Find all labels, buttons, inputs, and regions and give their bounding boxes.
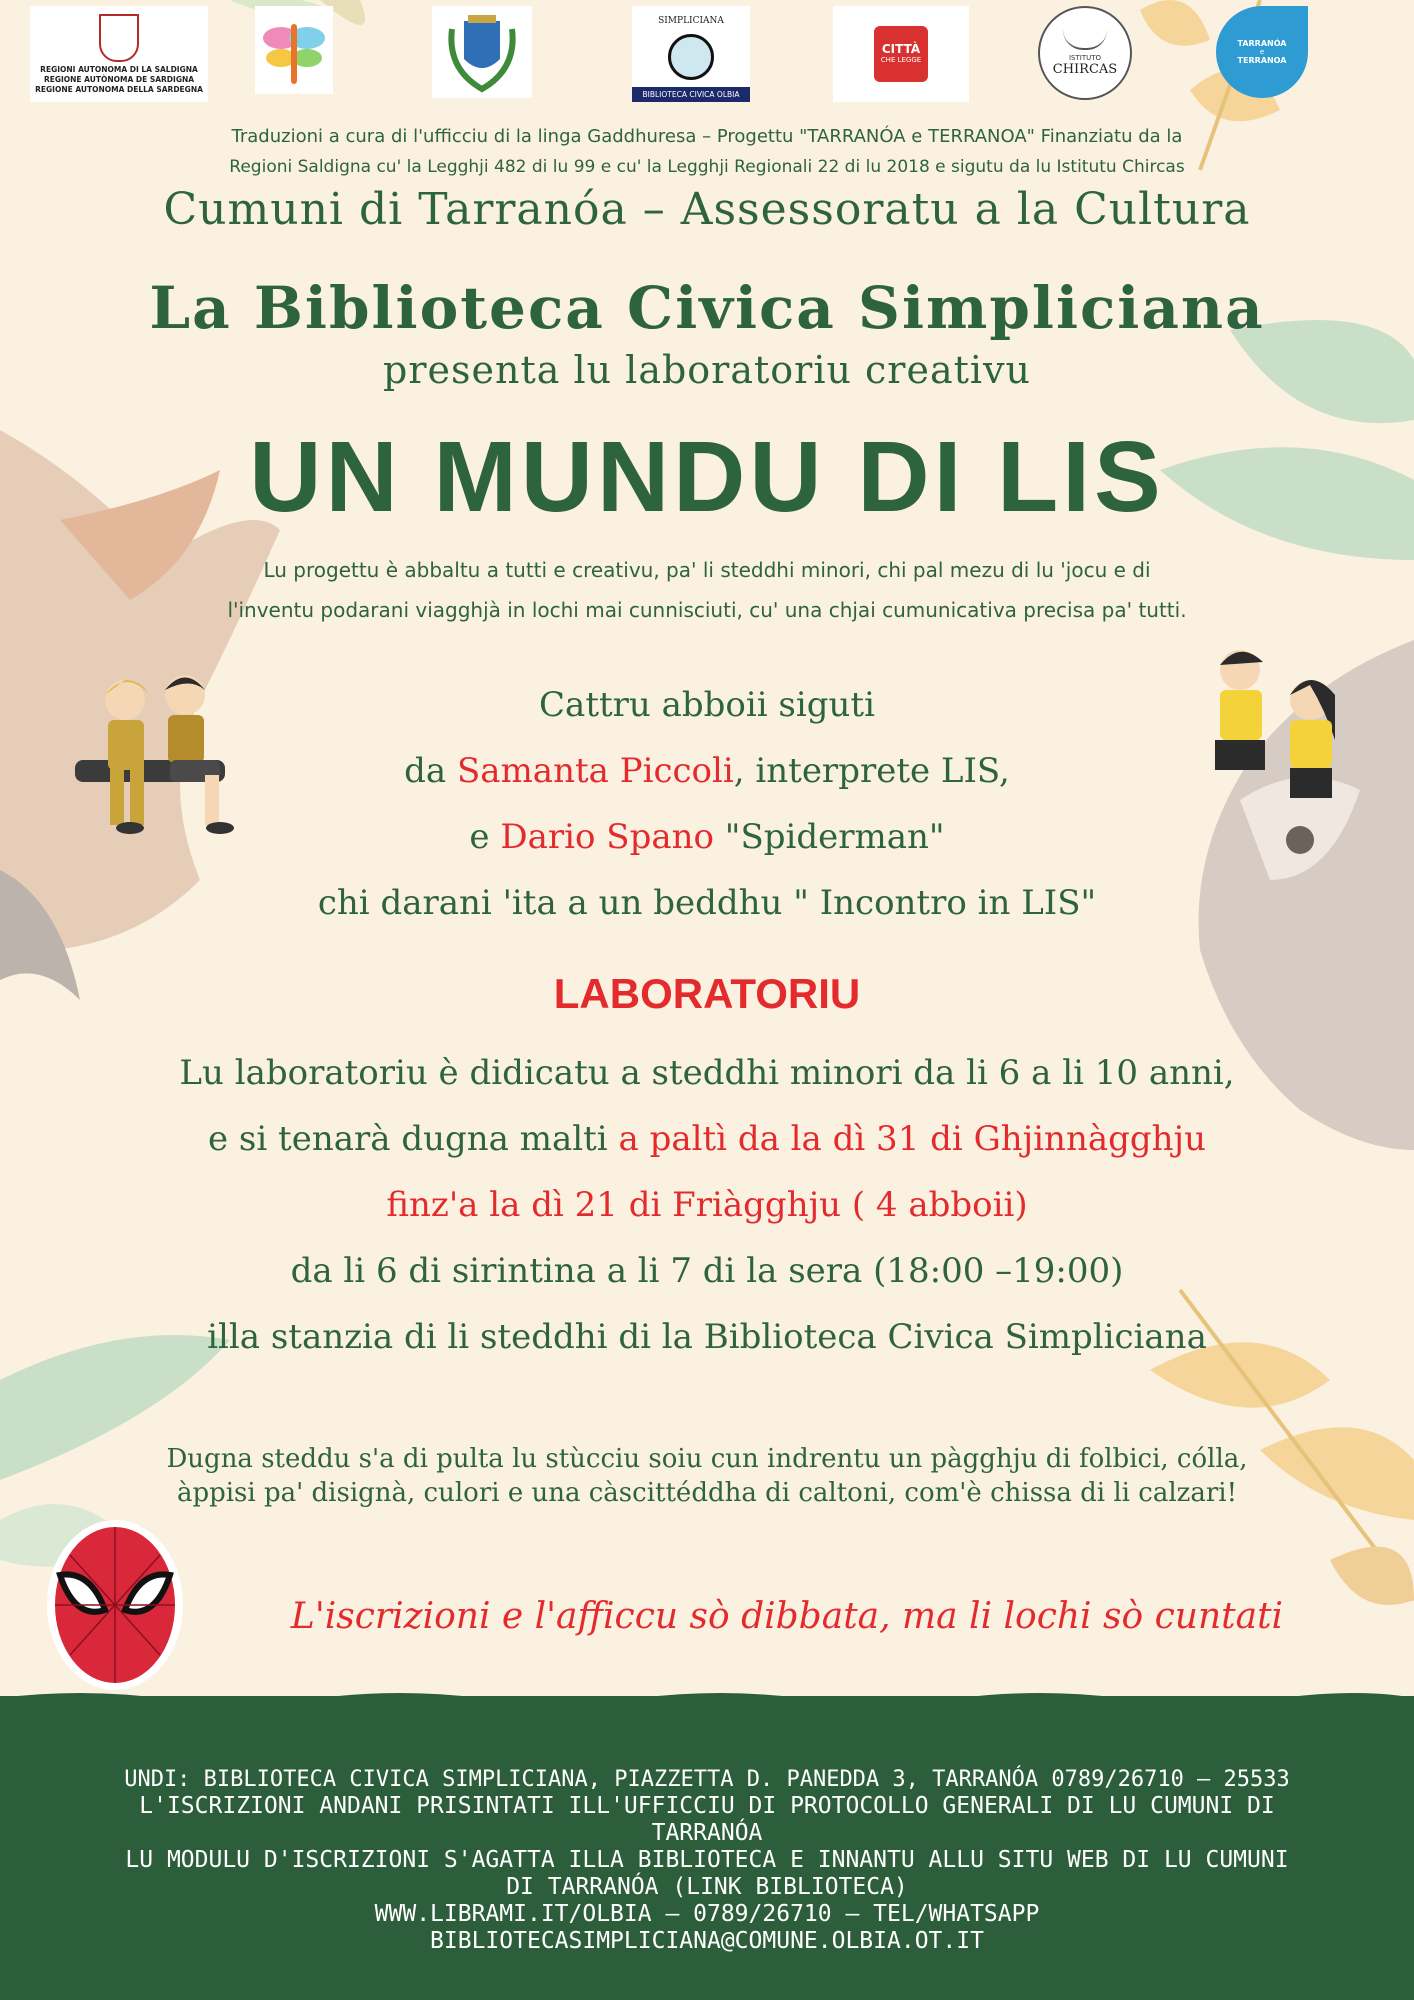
footer-line-2: L'ISCRIZIONI ANDANI PRISINTATI ILL'UFFICCIU DI PROTOCOLLO GENERALI DI LU CUMUNI DI (139, 1793, 1275, 1819)
presenter-name-samanta: Samanta Piccoli (457, 751, 734, 791)
istituto-chircas-logo (1038, 6, 1132, 100)
text-fragment: da (404, 751, 457, 791)
regione-line-3: REGIONE AUTONOMA DELLA SARDEGNA (35, 84, 203, 94)
event-title: UN MUNDU DI LIS (249, 421, 1165, 533)
text-fragment: "Spiderman" (714, 817, 945, 857)
presenter-name-dario: Dario Spano (500, 817, 714, 857)
footer (0, 1696, 1414, 2000)
biblioteca-simpliciana-logo (632, 6, 750, 102)
meetings-line-2 (0, 738, 1414, 804)
citta-label: CITTÀ (881, 42, 921, 56)
regione-line-2: REGIONE AUTÒNOMA DE SARDIGNA (43, 74, 195, 84)
simpliciana-logo-top-text: SIMPLICIANA (658, 16, 724, 26)
regione-sardegna-emblem-icon (99, 14, 139, 62)
footer-website-link[interactable]: WWW.LIBRAMI.IT/OLBIA – 0789/26710 – TEL/WHATSAPP (374, 1901, 1040, 1927)
meetings-line-1: Cattru abboii siguti (539, 685, 875, 725)
footer-line-5: DI TARRANÓA (LINK BIBLIOTECA) (506, 1874, 908, 1900)
library-heading: La Biblioteca Civica Simpliciana (149, 274, 1265, 342)
simpliciana-logo-bottom-text: BIBLIOTECA CIVICA OLBIA (632, 87, 750, 102)
laboratory-details (0, 1040, 1414, 1370)
open-book-icon (1063, 30, 1107, 50)
comune-crest-logo (432, 6, 532, 98)
description-line-2: l'inventu podarani viagghjà in lochi mai cunnisciuti, cu' una chjai cumunicativa precisa pa' tutti. (227, 598, 1187, 622)
tarranoa-label: TARRANÓA (1237, 39, 1287, 48)
text-fragment: e si tenarà dugna malti (208, 1119, 619, 1159)
footer-wave (0, 1684, 1414, 1714)
lab-line-4: da li 6 di sirintina a li 7 di la sera (18:00 –19:00) (290, 1251, 1124, 1291)
credits-line-2: Regioni Saldigna cu' la Legghji 482 di lu 99 e cu' la Legghji Regionali 22 di lu 2018 e sigutu da lu Istitutu Chircas (229, 157, 1185, 177)
meetings-section (0, 672, 1414, 936)
terranoa-label: TERRANOA (1237, 56, 1287, 65)
tarranoa-e-label: e (1259, 48, 1265, 56)
chircas-name-label: CHIRCAS (1052, 61, 1118, 77)
registration-note: L'iscrizioni e l'afficcu sò dibbata, ma li lochi sò cuntati (290, 1596, 1284, 1637)
footer-email-link[interactable]: BIBLIOTECASIMPLICIANA@COMUNE.OLBIA.OT.IT (430, 1928, 984, 1954)
translation-credits (0, 122, 1414, 182)
commune-heading: Cumuni di Tarranóa – Assessoratu a la Cultura (163, 184, 1251, 235)
citta-che-legge-badge (874, 26, 928, 82)
che-legge-label: CHE LEGGE (880, 56, 922, 64)
dragonfly-icon (259, 10, 329, 90)
regione-line-1: REGIONI AUTONOMA DI LA SALDIGNA (40, 64, 198, 74)
dragonfly-logo (255, 6, 333, 94)
tarranoa-terranoa-logo (1216, 6, 1308, 98)
presents-subheading: presenta lu laboratoriu creativu (383, 348, 1031, 392)
meetings-line-3 (0, 804, 1414, 870)
logo-bar (0, 0, 1414, 110)
footer-address: UNDI: BIBLIOTECA CIVICA SIMPLICIANA, PIAZZETTA D. PANEDDA 3, TARRANÓA 0789/26710 – 25533 (124, 1767, 1290, 1792)
lab-line-1: Lu laboratoriu è didicatu a steddhi minori da li 6 a li 10 anni, (179, 1053, 1235, 1093)
project-description (0, 550, 1414, 630)
citta-che-legge-logo (833, 6, 969, 102)
text-fragment: e (469, 817, 501, 857)
coat-of-arms-icon (442, 9, 522, 95)
simpliciana-emblem-icon (668, 34, 714, 80)
materials-note (0, 1442, 1414, 1510)
start-date: a paltì da la dì 31 di Ghjinnàgghju (618, 1119, 1206, 1159)
footer-line-3: TARRANÓA (651, 1820, 763, 1846)
credits-line-1: Traduzioni a cura di l'ufficciu di la linga Gaddhuresa – Progettu "TARRANÓA e TERRANOA" Finanziatu da la (231, 126, 1183, 147)
footer-line-4: LU MODULU D'ISCRIZIONI S'AGATTA ILLA BIBLIOTECA E INNANTU ALLU SITU WEB DI LU CUMUNI (125, 1847, 1289, 1873)
laboratory-heading: LABORATORIU (553, 970, 861, 1017)
lab-line-5: illa stanzia di li steddhi di la Biblioteca Civica Simpliciana (207, 1317, 1207, 1357)
regione-sardegna-logo (30, 6, 208, 102)
text-fragment: , interprete LIS, (733, 751, 1010, 791)
materials-line-2: àppisi pa' disignà, culori e una càscittéddha di caltoni, com'è chissa di li calzari! (176, 1478, 1238, 1508)
footer-contact-info (0, 1766, 1414, 1955)
lab-line-2 (0, 1106, 1414, 1172)
chircas-istituto-label: ISTITUTO (1068, 53, 1102, 62)
description-line-1: Lu progettu è abbaltu a tutti e creativu, pa' li steddhi minori, chi pal mezu di lu 'jocu e di (263, 558, 1151, 582)
materials-line-1: Dugna steddu s'a di pulta lu stùcciu soiu cun indrentu un pàgghju di folbici, cólla, (166, 1444, 1248, 1474)
meetings-line-4: chi darani 'ita a un beddhu " Incontro in LIS" (317, 883, 1097, 923)
end-date: finz'a la dì 21 di Friàgghju ( 4 abboii) (386, 1185, 1028, 1225)
